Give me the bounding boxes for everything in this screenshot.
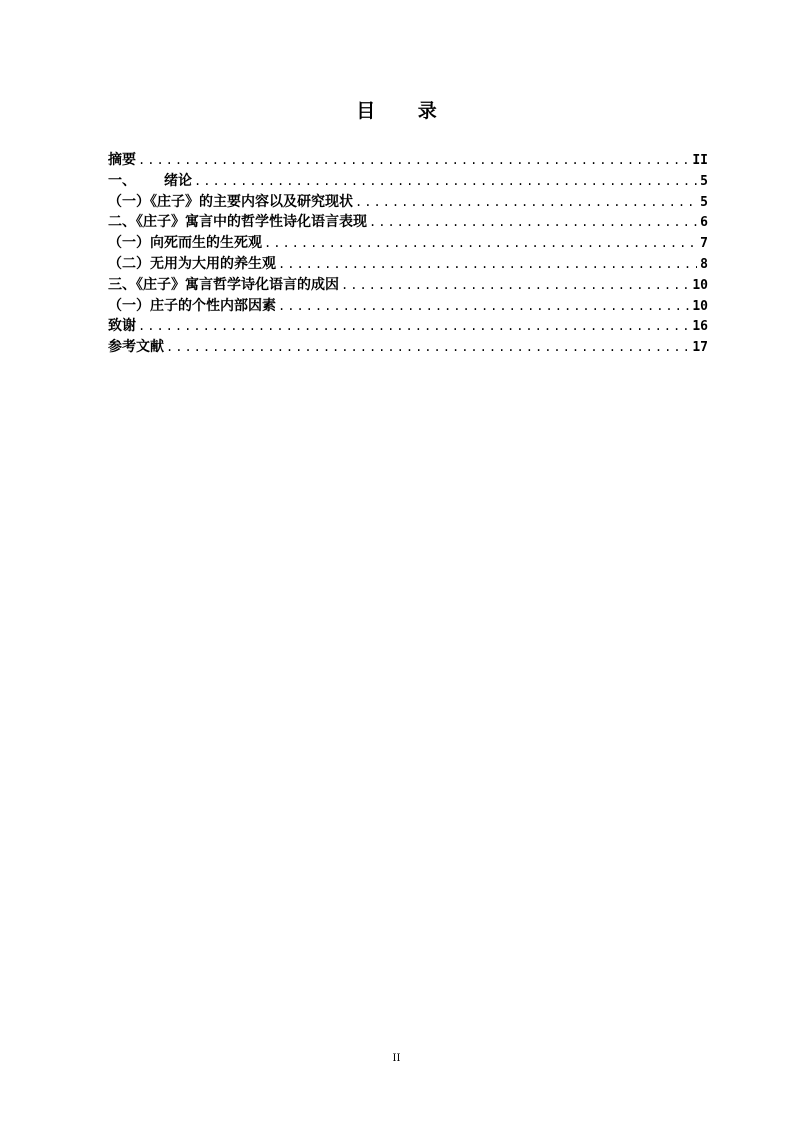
toc-entry-page: 8 xyxy=(700,256,708,272)
toc-entry-page: 5 xyxy=(700,194,708,210)
toc-entry-references[interactable] xyxy=(108,337,708,358)
toc-entry-label: 致谢 xyxy=(108,318,136,335)
dot-leader xyxy=(341,275,689,296)
toc-entry-introduction[interactable] xyxy=(108,171,708,192)
dot-leader xyxy=(369,212,697,233)
toc-entry-2-1[interactable] xyxy=(108,233,708,254)
dot-leader xyxy=(355,192,697,213)
toc-entry-page: 5 xyxy=(700,173,708,189)
toc-entry-prefix: 一、 xyxy=(108,172,136,189)
toc-entry-page: 7 xyxy=(700,236,708,252)
toc-entry-chapter-2[interactable] xyxy=(108,212,708,233)
toc-entry-abstract[interactable] xyxy=(108,150,708,171)
toc-entry-page: 16 xyxy=(692,319,708,335)
toc-entry-label xyxy=(108,171,194,192)
dot-leader xyxy=(138,316,689,337)
toc-entry-label: （一）庄子的个性内部因素 xyxy=(108,297,276,314)
toc-title: 目 录 xyxy=(356,100,455,122)
toc-entry-label: （一）《庄子》的主要内容以及研究现状 xyxy=(108,193,353,210)
dot-leader xyxy=(264,233,697,254)
dot-leader xyxy=(194,171,697,192)
toc-entry-page: 10 xyxy=(692,298,708,314)
dot-leader xyxy=(166,337,689,358)
footer-page-number: II xyxy=(392,1053,401,1064)
toc-entry-label: 三、《庄子》寓言哲学诗化语言的成因 xyxy=(108,276,339,293)
toc-entry-text: 绪论 xyxy=(164,172,192,189)
toc-entry-label: （一）向死而生的生死观 xyxy=(108,235,262,252)
toc-entry-acknowledgements[interactable] xyxy=(108,316,708,337)
toc-entry-label: 摘要 xyxy=(108,152,136,168)
toc-entry-2-2[interactable] xyxy=(108,254,708,275)
toc-entry-3-1[interactable] xyxy=(108,296,708,317)
toc-entry-page: II xyxy=(692,153,708,168)
dot-leader xyxy=(278,254,697,275)
toc-entry-label: （二）无用为大用的养生观 xyxy=(108,255,276,272)
toc-entry-page: 10 xyxy=(692,277,708,293)
toc-entry-page: 17 xyxy=(692,340,708,356)
toc-entry-label: 参考文献 xyxy=(108,339,164,356)
toc-entry-1-1[interactable] xyxy=(108,192,708,213)
dot-leader xyxy=(278,296,689,317)
toc-entry-page: 6 xyxy=(700,215,708,231)
toc-entry-chapter-3[interactable] xyxy=(108,275,708,296)
table-of-contents xyxy=(108,150,708,358)
toc-entry-label: 二、《庄子》寓言中的哲学性诗化语言表现 xyxy=(108,214,367,231)
dot-leader xyxy=(138,150,689,171)
